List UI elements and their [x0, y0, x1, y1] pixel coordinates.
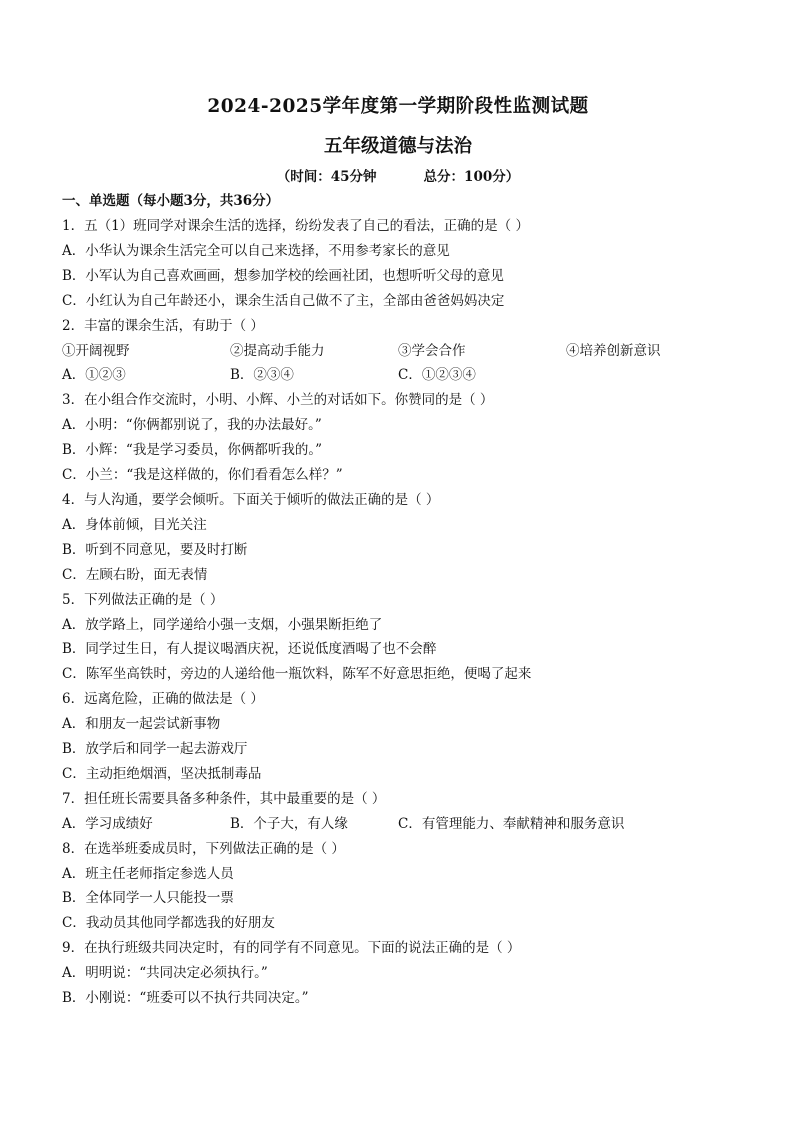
question-4: [62, 488, 734, 588]
choice-4: ④培养创新意识: [566, 342, 661, 359]
question-2: [62, 314, 734, 389]
question-stem: 1．五（1）班同学对课余生活的选择，纷纷发表了自己的看法，正确的是（ ）: [62, 218, 529, 234]
question-stem: 9．在执行班级共同决定时，有的同学有不同意见。下面的说法正确的是（ ）: [62, 940, 521, 957]
option-a: A．明明说：“共同决定必须执行。”: [62, 965, 268, 982]
option-b: B．同学过生日，有人提议喝酒庆祝，还说低度酒喝了也不会醉: [62, 641, 437, 658]
exam-subject: 五年级道德与法治: [323, 136, 472, 157]
choice-1: ①开阔视野: [62, 342, 130, 359]
option-a: A．身体前倾，目光关注: [62, 516, 207, 533]
option-a: A．班主任老师指定参选人员: [62, 865, 234, 882]
question-5: [62, 588, 734, 688]
question-stem: 6．远离危险，正确的做法是（ ）: [62, 691, 264, 708]
option-c: C．①②③④: [398, 367, 476, 384]
option-a: A．放学路上，同学递给小强一支烟，小强果断拒绝了: [62, 616, 383, 633]
option-b: B．②③④: [230, 367, 294, 384]
option-a: A．和朋友一起尝试新事物: [62, 716, 221, 733]
option-b: B．小辉：“我是学习委员，你俩都听我的。”: [62, 442, 322, 459]
question-3: [62, 388, 734, 488]
section-heading: 一、单选题（每小题3分，共36分）: [62, 193, 280, 209]
option-c: C．我动员其他同学都选我的好朋友: [62, 915, 275, 932]
question-8: [62, 837, 734, 937]
option-b: B．个子大，有人缘: [230, 815, 348, 832]
option-c: C．左顾右盼，面无表情: [62, 566, 208, 583]
option-c: C．小兰：“我是这样做的，你们看看怎么样？”: [62, 467, 343, 484]
choice-2: ②提高动手能力: [230, 342, 325, 359]
question-stem: 4．与人沟通，要学会倾听。下面关于倾听的做法正确的是（ ）: [62, 491, 440, 508]
question-6: [62, 687, 734, 787]
question-9: [62, 936, 734, 1011]
option-b: B．放学后和同学一起去游戏厅: [62, 741, 248, 758]
question-stem: 5．下列做法正确的是（ ）: [62, 591, 224, 608]
question-stem: 8．在选举班委成员时，下列做法正确的是（ ）: [62, 840, 345, 857]
option-c: C．主动拒绝烟酒，坚决抵制毒品: [62, 765, 262, 782]
question-1: [62, 214, 734, 314]
option-a: A．①②③: [62, 367, 126, 384]
option-b: B．小军认为自己喜欢画画，想参加学校的绘画社团，也想听听父母的意见: [62, 267, 504, 284]
question-stem: 7．担任班长需要具备多种条件，其中最重要的是（ ）: [62, 790, 386, 807]
question-7: [62, 787, 734, 837]
option-a: A．小华认为课余生活完全可以自己来选择，不用参考家长的意见: [62, 242, 450, 259]
option-row: [62, 363, 734, 388]
option-c: C．小红认为自己年龄还小，课余生活自己做不了主，全部由爸爸妈妈决定: [62, 292, 505, 309]
option-c: C．有管理能力、奉献精神和服务意识: [398, 815, 625, 832]
option-row: [62, 812, 734, 837]
question-stem: 2．丰富的课余生活，有助于（ ）: [62, 317, 264, 334]
choice-3: ③学会合作: [398, 342, 466, 359]
option-c: C．陈军坐高铁时，旁边的人递给他一瓶饮料，陈军不好意思拒绝，便喝了起来: [62, 666, 532, 683]
exam-title: 2024-2025学年度第一学期阶段性监测试题: [207, 96, 589, 117]
choice-row: [62, 339, 734, 364]
option-a: A．小明：“你俩都别说了，我的办法最好。”: [62, 417, 322, 434]
option-b: B．小刚说：“班委可以不执行共同决定。”: [62, 990, 309, 1007]
option-b: B．全体同学一人只能投一票: [62, 890, 234, 907]
option-a: A．学习成绩好: [62, 815, 153, 832]
exam-time-score: （时间：45分钟 总分：100分）: [276, 169, 520, 185]
question-stem: 3．在小组合作交流时，小明、小辉、小兰的对话如下。你赞同的是（ ）: [62, 392, 494, 409]
option-b: B．听到不同意见，要及时打断: [62, 541, 248, 558]
